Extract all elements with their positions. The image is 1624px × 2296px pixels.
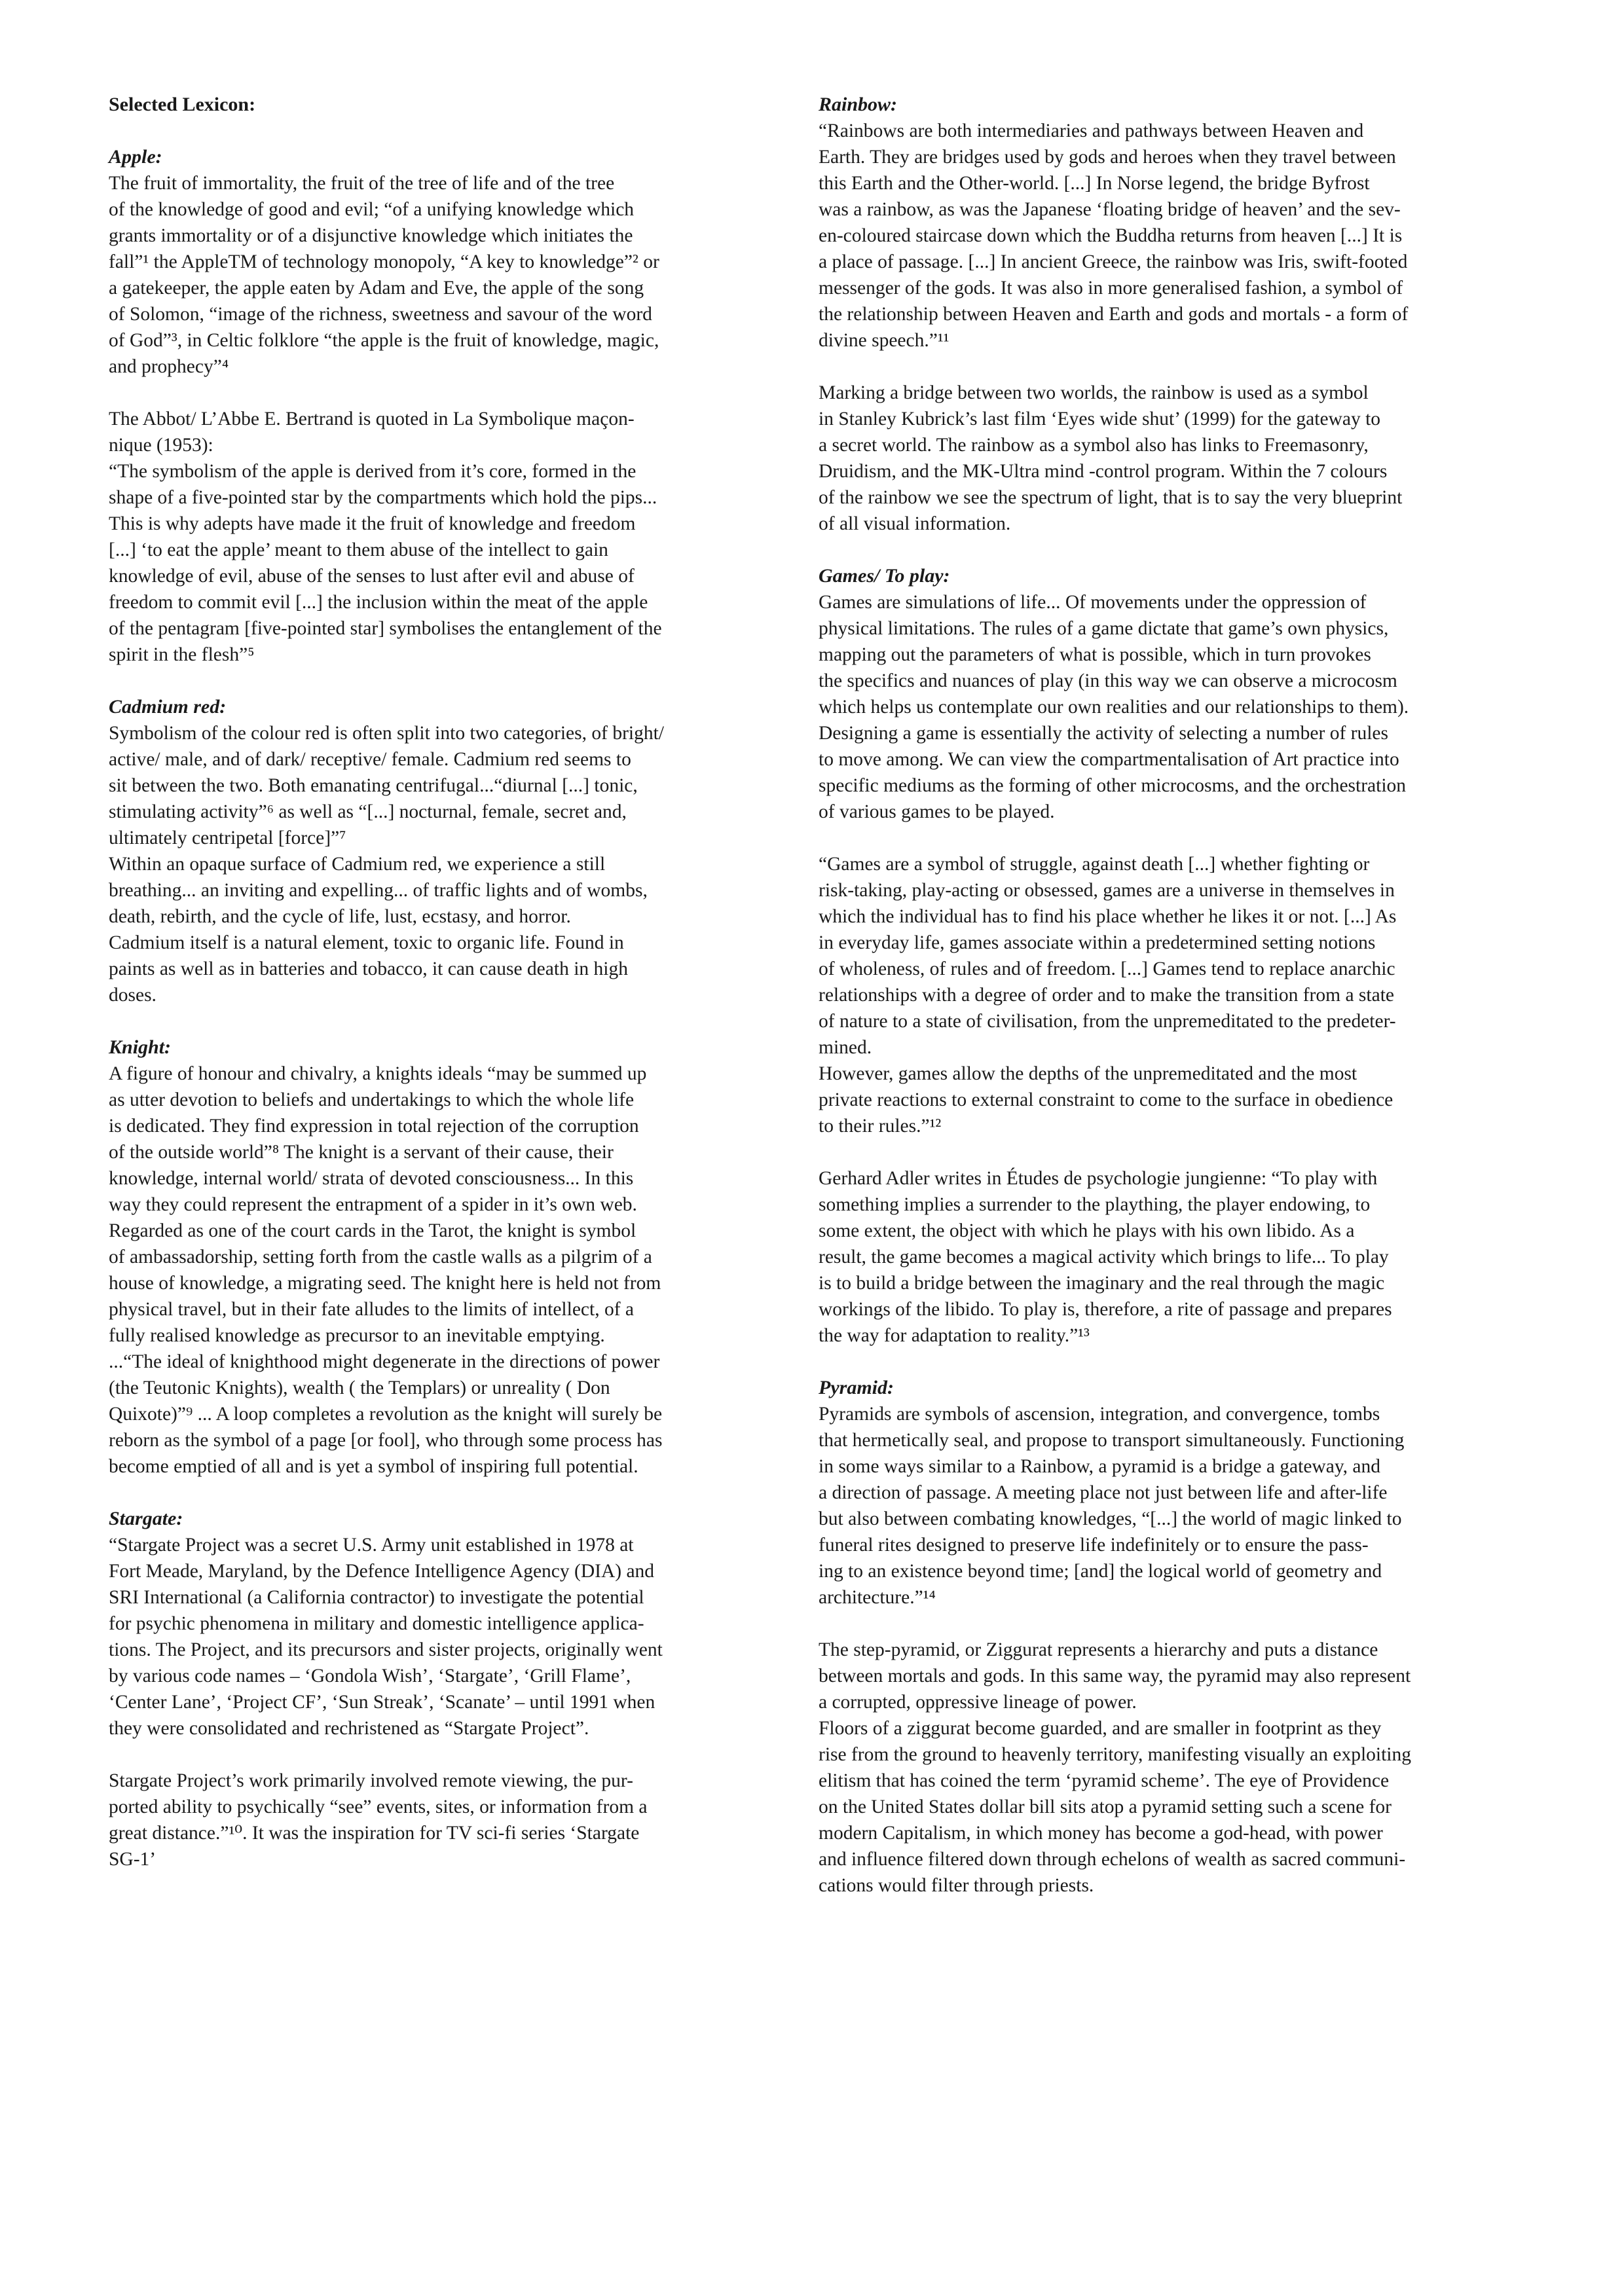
knight-paragraph-1: A figure of honour and chivalry, a knights ideals “may be summed up as utter devotion to beliefs and undertakings to which the whole life is dedicated. They find expression in total rejection of the corruption of the outside world”⁸ The knight is a servant of their cause, their knowledge, internal world/ strata of devoted consciousness... In this way they could represent the entrapment of a spider in it’s own web. Regarded as one of the court cards in the Tarot, the knight is symbol of ambassadorship, setting forth from the castle walls as a pilgrim of a house of knowledge, a migrating seed. The knight here is held not from physical travel, but in their fate alludes to the limits of intellect, of a fully realised knowledge as precursor to an inevitable emptying. ...“The ideal of knighthood might degenerate in the directions of power (the Teutonic Knights), wealth ( the Templars) or unreality ( Don Quixote)”⁹ ... A loop completes a revolution as the knight will surely be reborn as the symbol of a page [or fool], who through some process has become emptied of all and is yet a symbol of inspiring full potential. [109, 1063, 663, 1477]
apple-paragraph-1: The fruit of immortality, the fruit of the tree of life and of the tree of the knowledge of good and evil; “of a unifying knowledge which grants immortality or of a disjunctive knowledge which initiates the fall”¹ the AppleTM of technology monopoly, “A key to knowledge”² or a gatekeeper, the apple eaten by Adam and Eve, the apple of the song of Solomon, “image of the richness, sweetness and savour of the word of God”³, in Celtic folklore “the apple is the fruit of knowledge, magic, and prophecy”⁴ [109, 173, 659, 377]
term-games: Games/ To play: [819, 565, 950, 587]
term-pyramid: Pyramid: [819, 1377, 894, 1398]
rainbow-paragraph-1: “Rainbows are both intermediaries and pathways between Heaven and Earth. They are bridges used by gods and heroes when they travel between this Earth and the Other-world. [...] In Norse legend, the bridge Byfrost was a rainbow, as was the Japanese ‘floating bridge of heaven’ and the sev- en-coloured staircase down which the Buddha returns from heaven [...] It is a place of passage. [...] In ancient Greece, the rainbow was Iris, swift-footed messenger of the gods. It was also in more generalised fashion, a symbol of the relationship between Heaven and Earth and gods and mortals - a form of divine speech.”¹¹ [819, 120, 1409, 351]
right-column [819, 92, 1467, 1899]
term-cadmium-red: Cadmium red: [109, 696, 227, 718]
apple-paragraph-2: The Abbot/ L’Abbe E. Bertrand is quoted in La Symbolique maçon- nique (1953): “The symbolism of the apple is derived from it’s core, formed in the shape of a five-pointed star by the compartments which hold the pips... This is why adepts have made it the fruit of knowledge and freedom [...] ‘to eat the apple’ meant to them abuse of the intellect to gain knowledge of evil, abuse of the senses to lust after evil and abuse of freedom to commit evil [...] the inclusion within the meat of the apple of the pentagram [five-pointed star] symbolises the entanglement of the spirit in the flesh”⁵ [109, 409, 662, 665]
page-title: Selected Lexicon: [109, 94, 256, 115]
games-paragraph-1: Games are simulations of life... Of movements under the oppression of physical limitations. The rules of a game dictate that game’s own physics, mapping out the parameters of what is possible, which in turn provokes the specifics and nuances of play (in this way we can observe a microcosm which helps us contemplate our own realities and our relationships to them). Designing a game is essentially the activity of selecting a number of rules to move among. We can view the compartmentalisation of Art practice into specific mediums as the forming of other microcosms, and the orchestration of various games to be played. [819, 592, 1409, 822]
term-rainbow: Rainbow: [819, 94, 898, 115]
games-paragraph-3: Gerhard Adler writes in Études de psychologie jungienne: “To play with something implies a surrender to the plaything, the player endowing, to some extent, the object with which he plays with his own libido. As a result, the game becomes a magical activity which brings to life... To play is to build a bridge between the imaginary and the real through the magic workings of the libido. To play is, therefore, a rite of passage and prepares the way for adaptation to reality.”¹³ [819, 1168, 1392, 1346]
stargate-paragraph-1: “Stargate Project was a secret U.S. Army unit established in 1978 at Fort Meade, Maryland, by the Defence Intelligence Agency (DIA) and SRI International (a California contractor) to investigate the potential for psychic phenomena in military and domestic intelligence applica- tions. The Project, and its precursors and sister projects, originally went by various code names – ‘Gondola Wish’, ‘Stargate’, ‘Grill Flame’, ‘Center Lane’, ‘Project CF’, ‘Sun Streak’, ‘Scanate’ – until 1991 when they were consolidated and rechristened as “Stargate Project”. [109, 1535, 663, 1739]
left-column [109, 92, 757, 1872]
pyramid-paragraph-2: The step-pyramid, or Ziggurat represents a hierarchy and puts a distance between mortals and gods. In this same way, the pyramid may also represent a corrupted, oppressive lineage of power. Floors of a ziggurat become guarded, and are smaller in footprint as they rise from the ground to heavenly territory, manifesting visually an exploiting elitism that has coined the term ‘pyramid scheme’. The eye of Providence on the United States dollar bill sits atop a pyramid setting such a scene for modern Capitalism, in which money has become a god-head, with power and influence filtered down through echelons of wealth as sacred communi- cations would filter through priests. [819, 1639, 1411, 1896]
term-stargate: Stargate: [109, 1508, 183, 1529]
stargate-paragraph-2: Stargate Project’s work primarily involved remote viewing, the pur- ported ability to psychically “see” events, sites, or information from a great distance.”¹⁰. It was the inspiration for TV sci-fi series ‘Stargate SG-1’ [109, 1770, 648, 1870]
rainbow-paragraph-2: Marking a bridge between two worlds, the rainbow is used as a symbol in Stanley Kubrick’s last film ‘Eyes wide shut’ (1999) for the gateway to a secret world. The rainbow as a symbol also has links to Freemasonry, Druidism, and the MK-Ultra mind -control program. Within the 7 colours of the rainbow we see the spectrum of light, that is to say the very blueprint of all visual information. [819, 382, 1403, 534]
cadmium-red-paragraph-1: Symbolism of the colour red is often split into two categories, of bright/ active/ male, and of dark/ receptive/ female. Cadmium red seems to sit between the two. Both emanating centrifugal...“diurnal [...] tonic, stimulating activity”⁶ as well as “[...] nocturnal, female, secret and, ultimately centripetal [force]”⁷ Within an opaque surface of Cadmium red, we experience a still breathing... an inviting and expelling... of traffic lights and of wombs, death, rebirth, and the cycle of life, lust, ecstasy, and horror. Cadmium itself is a natural element, toxic to organic life. Found in paints as well as in batteries and tobacco, it can cause death in high doses. [109, 723, 664, 1006]
term-knight: Knight: [109, 1036, 172, 1058]
games-paragraph-2: “Games are a symbol of struggle, against death [...] whether fighting or risk-taking, play-acting or obsessed, games are a universe in themselves in which the individual has to find his place whether he likes it or not. [...] As in everyday life, games associate within a predetermined setting notions of wholeness, of rules and of freedom. [...] Games tend to replace anarchic relationships with a degree of order and to make the transition from a state of nature to a state of civilisation, from the unpremeditated to the predeter- mined. However, games allow the depths of the unpremeditated and the most private reactions to external constraint to come to the surface in obedience to their rules.”¹² [819, 854, 1397, 1137]
term-apple: Apple: [109, 146, 162, 168]
pyramid-paragraph-1: Pyramids are symbols of ascension, integration, and convergence, tombs that hermetically seal, and propose to transport simultaneously. Functioning in some ways similar to a Rainbow, a pyramid is a bridge a gateway, and a direction of passage. A meeting place not just between life and after-life but also between combating knowledges, “[...] the world of magic linked to funeral rites designed to preserve life indefinitely or to ensure the pass- ing to an existence beyond time; [and] the logical world of geometry and architecture.”¹⁴ [819, 1404, 1405, 1608]
